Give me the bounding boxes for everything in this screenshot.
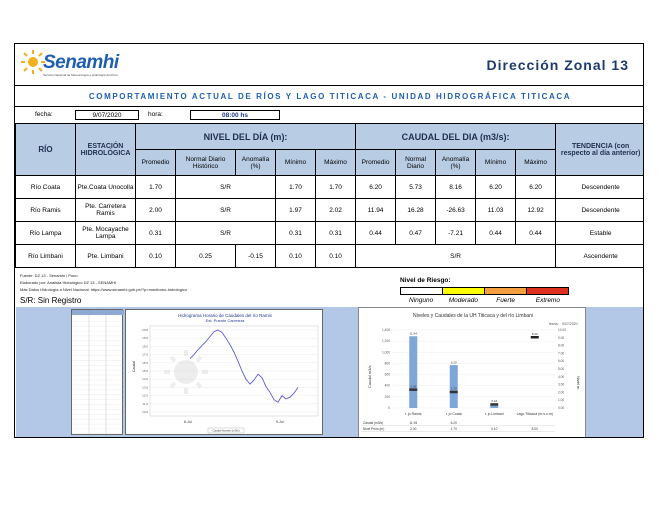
hydro-ytick-label: 14.0 [142, 377, 148, 382]
cell-caudal-max: 6.20 [516, 176, 556, 199]
sub-nivel-prom: Promedio [136, 150, 176, 176]
bar-ytick-left: 200 [384, 394, 390, 399]
hydro-ylabel: Caudal [132, 360, 136, 372]
hydro-ytick-label: 18.0 [142, 344, 148, 349]
hydro-ytick-label: 17.0 [142, 352, 148, 357]
hydrograph-svg [126, 310, 324, 436]
sub-nivel-normal: Normal Diario Histórico [176, 150, 236, 176]
meta-row [15, 110, 644, 120]
table-row [16, 245, 645, 268]
bar-ytick-right: 2.00 [558, 390, 565, 395]
cell-caudal-prom: 11.94 [356, 199, 396, 222]
hydro-ytick-label: 15.0 [142, 369, 148, 373]
hydro-ytick-label: 19.0 [142, 336, 148, 341]
bar-ytick-left: 600 [384, 372, 390, 377]
risk-label: Fuerte [496, 297, 516, 304]
level-marker [531, 336, 539, 339]
cell-rio: Río Limbani [16, 245, 76, 268]
cell-caudal-max: 12.92 [516, 199, 556, 222]
cell-rio: Río Lampa [16, 222, 76, 245]
cell-caudal-min: 6.20 [476, 176, 516, 199]
cell-caudal-merged: S/R [356, 245, 556, 268]
hydro-title: Hidrograma Horario de Caudales del río Ramis [178, 313, 272, 318]
sub-caudal-prom: Promedio [356, 150, 396, 176]
bar-data-label: 6.20 [450, 360, 457, 365]
sub-caudal-min: Mínimo [476, 150, 516, 176]
bar-ytick-right: 1.00 [558, 398, 565, 403]
hourly-table-grid [72, 310, 124, 436]
bar-ytick-right: 10.00 [558, 328, 566, 332]
cell-nivel-normal: S/R [176, 222, 276, 245]
bar-ytick-right: 8.00 [558, 343, 565, 348]
risk-title: Nivel de Riesgo: [400, 277, 451, 284]
cell-caudal-normal: 5.73 [396, 176, 436, 199]
cell-nivel-min: 0.10 [276, 245, 316, 268]
bar-table-row-label: Nivel Prom (m) [363, 427, 385, 431]
cell-caudal-prom: 0.44 [356, 222, 396, 245]
sub-caudal-normal: Normal Diario [396, 150, 436, 176]
bar-ylabel-right: Nivel m [576, 376, 581, 390]
cell-nivel-max: 1.70 [316, 176, 356, 199]
cell-nivel-anom: -0.15 [236, 245, 276, 268]
cell-estacion: Pte. Limbani [76, 245, 136, 268]
level-marker [450, 391, 458, 394]
level-marker [490, 403, 498, 406]
hydro-ytick-label: 12.0 [142, 393, 148, 398]
bar-date-label: fecha: [549, 322, 559, 326]
cell-nivel-prom: 0.10 [136, 245, 176, 268]
risk-swatch-moderado [443, 288, 485, 294]
hydro-ytick-label: 10.0 [142, 410, 148, 414]
level-marker [409, 388, 417, 391]
col-tendencia: TENDENCIA (con respecto al día anterior) [556, 124, 644, 176]
risk-swatch-ninguno [401, 288, 443, 294]
cell-rio: Río Ramis [16, 199, 76, 222]
level-data-label: 1.70 [450, 386, 457, 391]
sub-nivel-max: Máximo [316, 150, 356, 176]
cell-caudal-anom: 8.16 [436, 176, 476, 199]
bar-ytick-right: 9.00 [558, 335, 565, 340]
risk-label: Extremo [535, 297, 560, 304]
senamhi-logo [21, 48, 131, 82]
bar-ytick-left: 1,200 [382, 339, 390, 344]
bar-category-label: r. jo Coata [445, 412, 462, 416]
hydro-ytick-label: 20.0 [142, 328, 148, 332]
cell-nivel-max: 0.10 [316, 245, 356, 268]
level-data-label: 8.00 [531, 332, 538, 336]
cell-estacion: Pte. Carretera Ramis [76, 199, 136, 222]
sub-nivel-anom: Anomalía (%) [236, 150, 276, 176]
level-data-label: 2.00 [410, 384, 417, 389]
cell-caudal-min: 11.03 [476, 199, 516, 222]
hydro-xlabel-2: 9-Jul [276, 420, 284, 424]
river-table [15, 123, 644, 268]
source-notes [20, 272, 187, 293]
bar-table-cell: 6.20 [450, 421, 457, 425]
bar-table-cell: 11.94 [409, 421, 418, 425]
table-row [16, 222, 645, 245]
bar-ytick-left: 400 [384, 383, 390, 388]
cell-nivel-normal: 0.25 [176, 245, 236, 268]
note-line: Elaborado por: Analista Hidrológico DZ 13 - SENAMHI [20, 280, 117, 285]
risk-bar [400, 287, 569, 295]
cell-caudal-max: 0.44 [516, 222, 556, 245]
note-line: Fuente: DZ 13 - Senamhi / Puno [20, 273, 78, 278]
cell-caudal-min: 0.44 [476, 222, 516, 245]
bar-table-cell: 8.00 [531, 427, 538, 431]
bar-ytick-left: 800 [384, 361, 390, 366]
hydro-legend: Caudal horario (m3/s) [212, 428, 240, 433]
cell-estacion: Pte. Mocayache Lampa [76, 222, 136, 245]
bar-category-label: r. jo Limbani [484, 412, 504, 416]
bar-table-cell: 0.10 [491, 427, 498, 431]
report-page [14, 43, 644, 438]
cell-nivel-max: 0.31 [316, 222, 356, 245]
col-rio: RÍO [16, 124, 76, 176]
cell-tendencia: Ascendente [556, 245, 644, 268]
hydro-ytick-label: 11.0 [142, 401, 148, 406]
bar-mark [490, 406, 498, 408]
cell-tendencia: Descendente [556, 176, 644, 199]
bar-ytick-right: 6.00 [558, 359, 565, 364]
logo-text: Senamhi [43, 52, 119, 73]
cell-caudal-anom: -26.63 [436, 199, 476, 222]
col-estacion: ESTACIÓN HIDROLÓGICA [76, 124, 136, 176]
cell-rio: Río Coata [16, 176, 76, 199]
bar-ytick-right: 5.00 [558, 367, 565, 371]
bar-ylabel-left: Caudal m3/s [367, 365, 372, 388]
table-row [16, 199, 645, 222]
risk-label: Ninguno [409, 297, 434, 304]
sub-caudal-anom: Anomalía (%) [436, 150, 476, 176]
grp-nivel: NIVEL DEL DÍA (m): [136, 124, 356, 150]
hydro-xlabel-1: 8-Jul [184, 420, 192, 424]
bar-ytick-right: 3.00 [558, 382, 565, 387]
cell-nivel-normal: S/R [176, 176, 276, 199]
risk-label: Moderado [448, 297, 479, 304]
cell-nivel-max: 2.02 [316, 199, 356, 222]
hora-label: hora: [148, 111, 163, 118]
sub-caudal-max: Máximo [516, 150, 556, 176]
bar-table-row-label: Caudal (m3/s) [363, 421, 384, 425]
cell-tendencia: Descendente [556, 199, 644, 222]
fecha-value: 9/07/2020 [75, 110, 139, 120]
cell-nivel-min: 1.97 [276, 199, 316, 222]
levels-bar-svg [359, 308, 587, 438]
fecha-label: fecha: [35, 111, 53, 118]
bar-category-label: r. jo Ramis [404, 412, 422, 416]
cell-nivel-prom: 2.00 [136, 199, 176, 222]
cell-caudal-anom: -7.21 [436, 222, 476, 245]
levels-bar-chart [358, 307, 586, 438]
level-data-label: 0.10 [491, 399, 498, 404]
risk-labels [400, 297, 569, 304]
direction-title: Dirección Zonal 13 [486, 57, 629, 73]
bar-data-label: 11.94 [409, 331, 417, 336]
bar-ytick-right: 4.00 [558, 374, 565, 379]
sub-nivel-min: Mínimo [276, 150, 316, 176]
cell-nivel-normal: S/R [176, 199, 276, 222]
hydro-ytick-label: 16.0 [142, 360, 148, 365]
cell-nivel-prom: 1.70 [136, 176, 176, 199]
bar-ytick-right: 0.00 [558, 406, 565, 410]
cell-nivel-prom: 0.31 [136, 222, 176, 245]
cell-tendencia: Estable [556, 222, 644, 245]
cell-caudal-normal: 0.47 [396, 222, 436, 245]
bar-ytick-left: 1,400 [382, 328, 390, 332]
sun-icon [21, 50, 45, 74]
report-subtitle: COMPORTAMIENTO ACTUAL DE RÍOS Y LAGO TITICACA - UNIDAD HIDROGRÁFICA TITICACA [15, 87, 644, 107]
bar-ytick-left: 1,000 [382, 350, 390, 355]
cell-nivel-min: 1.70 [276, 176, 316, 199]
risk-swatch-extremo [527, 288, 568, 294]
hora-value: 08:00 hs [190, 110, 280, 120]
hourly-data-table [71, 309, 123, 435]
report-header [15, 44, 644, 86]
cell-caudal-normal: 16.28 [396, 199, 436, 222]
sr-note: S/R: Sin Registro [20, 296, 82, 305]
note-line: Más Datos Hidrología a Nivel Nacional: https://www.senamhi.gob.pe/?p=monitoreo-hidrologico [20, 287, 188, 292]
risk-swatch-fuerte [485, 288, 527, 294]
logo-subtext: Servicio Nacional de Meteorología e Hidrología del Perú [43, 73, 118, 77]
cell-estacion: Pte.Coata Unocolla [76, 176, 136, 199]
bar-ytick-right: 7.00 [558, 351, 565, 356]
bar-date-value: 9/07/2020 [562, 322, 578, 326]
hydro-ytick-label: 13.0 [142, 385, 148, 390]
hydrograph-chart [125, 309, 323, 435]
bar-table-cell: 2.00 [410, 427, 417, 431]
cell-nivel-min: 0.31 [276, 222, 316, 245]
table-row [16, 176, 645, 199]
bar-table-cell: 1.70 [450, 427, 457, 431]
bar-ytick-left: 0 [388, 406, 390, 410]
grp-caudal: CAUDAL DEL DIA (m3/s): [356, 124, 556, 150]
cell-caudal-prom: 6.20 [356, 176, 396, 199]
bar-category-label: Lago Titicaca (m.s.n.m) [516, 412, 553, 416]
bar-mark [409, 336, 417, 408]
hydro-subtitle: Est. Puente Carretera [205, 318, 245, 323]
bar-title: Niveles y Caudales de la UH Titicaca y del río Limbani [412, 313, 534, 319]
